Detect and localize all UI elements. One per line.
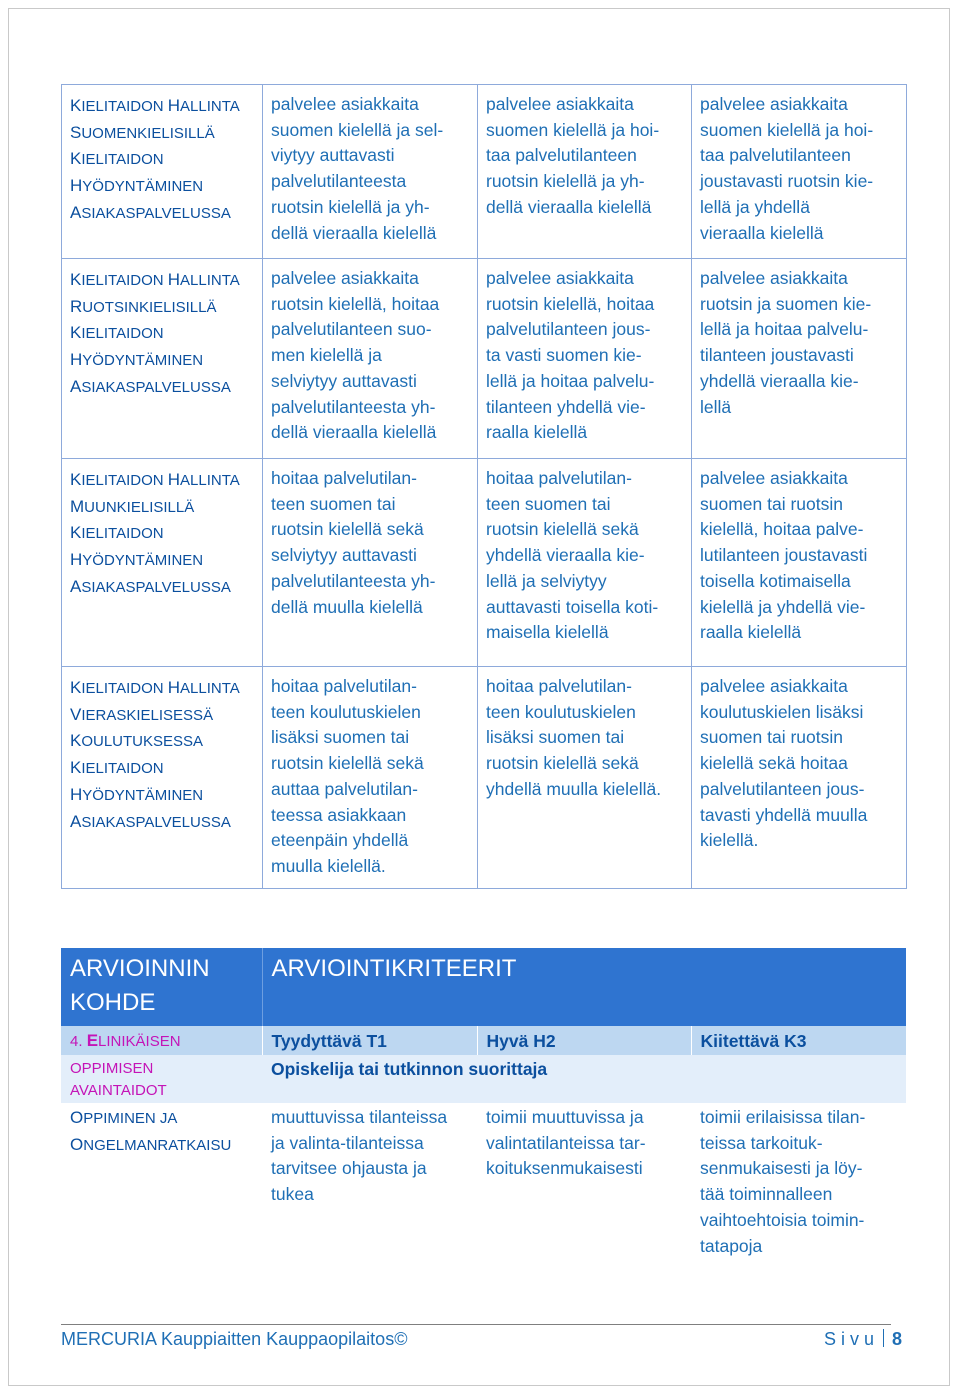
subheader-row xyxy=(61,1055,906,1103)
assessment-target-header xyxy=(61,948,262,1026)
text-line: ruotsin kielellä sekä xyxy=(486,753,639,774)
criteria-k3 xyxy=(692,667,907,889)
level-k3: Kiitettävä K3 xyxy=(691,1026,906,1055)
row-target xyxy=(62,85,263,259)
text-line: raalla kielellä xyxy=(486,422,588,443)
criteria-h2 xyxy=(478,259,692,459)
text-line: suomen kielellä ja hoi- xyxy=(700,119,874,140)
text-line: yhdellä vieraalla kie- xyxy=(700,370,859,391)
text-line: auttaa palvelutilan- xyxy=(271,778,418,799)
criteria-k3 xyxy=(691,1103,906,1269)
text-line: muulla kielellä. xyxy=(271,855,386,876)
table-row xyxy=(62,259,907,459)
text-line: ja valinta-tilanteissa xyxy=(271,1132,424,1153)
text-line: senmukaisesti ja löy- xyxy=(700,1158,863,1179)
footer-page xyxy=(824,1327,902,1351)
text-line: selviytyy auttavasti xyxy=(271,370,417,391)
assessment-table-language xyxy=(61,84,907,889)
head-line: KIELITAIDON xyxy=(70,149,164,169)
text-line: palvelee asiakkaita xyxy=(271,268,419,288)
text-line: suomen kielellä ja sel- xyxy=(271,119,444,140)
assessment-table-criteria xyxy=(61,948,906,1269)
text-line: palvelutilanteesta yh- xyxy=(271,570,436,591)
text-line: teen suomen tai xyxy=(486,493,611,514)
head-line: KIELITAIDON HALLINTA xyxy=(70,270,240,289)
header-line: ARVIOINNIN xyxy=(70,955,210,982)
text-line: teissa tarkoituk- xyxy=(700,1132,823,1153)
criteria-h2 xyxy=(478,85,692,259)
head-line: KOULUTUKSESSA xyxy=(70,731,204,751)
criteria-t1 xyxy=(262,1103,477,1269)
criteria-t1 xyxy=(263,259,478,459)
text-line: teen suomen tai xyxy=(271,493,396,514)
head-line: ASIAKASPALVELUSSA xyxy=(70,376,231,396)
head-line: ASIAKASPALVELUSSA xyxy=(70,576,231,596)
text-line: selviytyy auttavasti xyxy=(271,545,417,566)
text-line: lellä ja hoitaa palvelu- xyxy=(700,319,869,340)
criteria-h2 xyxy=(477,1103,691,1269)
level-row xyxy=(61,1026,906,1055)
text-line: lutilanteen joustavasti xyxy=(700,545,868,566)
text-line: suomen tai ruotsin xyxy=(700,493,843,514)
text-line: ruotsin kielellä sekä xyxy=(486,519,639,540)
text-line: kielellä. xyxy=(700,830,759,851)
head-line: HYÖDYNTÄMINEN xyxy=(70,176,204,196)
text-line: lellä xyxy=(700,396,732,417)
criteria-item-head xyxy=(61,1103,262,1269)
text-line: joustavasti ruotsin kie- xyxy=(700,171,874,192)
text-line: lellä ja hoitaa palvelu- xyxy=(486,370,655,391)
text-line: palvelutilanteesta xyxy=(271,171,407,192)
criteria-k3 xyxy=(692,459,907,667)
criteria-k3 xyxy=(692,259,907,459)
competence-title: 4. ELINIKÄISEN xyxy=(61,1026,262,1055)
head-line: MUUNKIELISILLÄ xyxy=(70,496,195,516)
table-row xyxy=(62,85,907,259)
text-line: lisäksi suomen tai xyxy=(486,727,625,748)
text-line: tatapoja xyxy=(700,1235,763,1256)
head-line: VIERASKIELISESSÄ xyxy=(70,704,214,724)
criteria-h2 xyxy=(478,459,692,667)
text-line: palvelee asiakkaita xyxy=(700,268,848,288)
text-line: viytyy auttavasti xyxy=(271,145,395,166)
text-line: ta vasti suomen kie- xyxy=(486,345,642,366)
text-line: palvelee asiakkaita xyxy=(271,94,419,114)
text-line: taa palvelutilanteen xyxy=(700,145,851,166)
text-line: palvelee asiakkaita xyxy=(486,94,634,114)
text-line: koituksenmukaisesti xyxy=(486,1158,643,1179)
criteria-header-row xyxy=(61,948,906,1026)
text-line: men kielellä ja xyxy=(271,345,382,366)
head-line: RUOTSINKIELISILLÄ xyxy=(70,296,217,316)
text-line: tarvitsee ohjausta ja xyxy=(271,1158,427,1179)
page-separator xyxy=(883,1329,884,1347)
page-label: Sivu xyxy=(823,1329,879,1349)
text-line: lellä ja yhdellä xyxy=(700,196,810,217)
competence-title-cont: OPPIMISEN AVAINTAIDOT xyxy=(61,1055,262,1103)
criteria-t1 xyxy=(263,459,478,667)
text-line: maisella kielellä xyxy=(486,622,609,643)
text-line: lellä ja selviytyy xyxy=(486,570,607,591)
text-line: yhdellä vieraalla kie- xyxy=(486,545,645,566)
row-target xyxy=(62,259,263,459)
text-line: ruotsin ja suomen kie- xyxy=(700,293,872,314)
text-line: palvelutilanteesta yh- xyxy=(271,396,436,417)
level-t1: Tyydyttävä T1 xyxy=(262,1026,477,1055)
text-line: teen koulutuskielen xyxy=(271,701,421,722)
text-line: hoitaa palvelutilan- xyxy=(486,468,632,488)
head-line: KIELITAIDON xyxy=(70,758,164,778)
text-line: teessa asiakkaan xyxy=(271,804,407,825)
text-line: ruotsin kielellä ja yh- xyxy=(486,171,645,192)
text-line: vieraalla kielellä xyxy=(700,222,824,243)
footer-divider xyxy=(61,1324,891,1325)
text-line: taa palvelutilanteen xyxy=(486,145,637,166)
text-line: dellä vieraalla kielellä xyxy=(271,422,437,443)
text-line: toimii muuttuvissa ja xyxy=(486,1107,644,1127)
level-h2: Hyvä H2 xyxy=(477,1026,691,1055)
text-line: toimii erilaisissa tilan- xyxy=(700,1107,866,1127)
text-line: koulutuskielen lisäksi xyxy=(700,701,864,722)
head-line: HYÖDYNTÄMINEN xyxy=(70,784,204,804)
text-line: kielellä sekä hoitaa xyxy=(700,753,848,774)
text-line: ruotsin kielellä, hoitaa xyxy=(271,293,440,314)
text-line: palvelee asiakkaita xyxy=(700,94,848,114)
text-line: palvelee asiakkaita xyxy=(700,468,848,488)
text-line: suomen tai ruotsin xyxy=(700,727,843,748)
footer-copyright: MERCURIA Kauppiaitten Kauppaopilaitos© xyxy=(61,1329,408,1349)
table-row xyxy=(62,667,907,889)
text-line: hoitaa palvelutilan- xyxy=(271,468,417,488)
text-line: dellä muulla kielellä xyxy=(271,596,423,617)
text-line: kielellä, hoitaa palve- xyxy=(700,519,864,540)
text-line: tilanteen yhdellä vie- xyxy=(486,396,646,417)
text-line: palvelee asiakkaita xyxy=(700,676,848,696)
text-line: tilanteen joustavasti xyxy=(700,345,854,366)
text-line: palvelee asiakkaita xyxy=(486,268,634,288)
text-line: tää toiminnalleen xyxy=(700,1184,833,1205)
text-line: raalla kielellä xyxy=(700,622,802,643)
text-line: eteenpäin yhdellä xyxy=(271,830,409,851)
head-line: ASIAKASPALVELUSSA xyxy=(70,202,231,222)
criteria-t1 xyxy=(263,667,478,889)
text-line: suomen kielellä ja hoi- xyxy=(486,119,660,140)
text-line: ruotsin kielellä sekä xyxy=(271,753,424,774)
criteria-h2 xyxy=(478,667,692,889)
head-line: KIELITAIDON xyxy=(70,323,164,343)
text-line: valintatilanteissa tar- xyxy=(486,1132,646,1153)
head-line: HYÖDYNTÄMINEN xyxy=(70,550,204,570)
text-line: palvelutilanteen jous- xyxy=(486,319,651,340)
criteria-k3 xyxy=(692,85,907,259)
criteria-t1 xyxy=(263,85,478,259)
row-target xyxy=(62,667,263,889)
head-line: HYÖDYNTÄMINEN xyxy=(70,350,204,370)
text-line: dellä vieraalla kielellä xyxy=(271,222,437,243)
table-row xyxy=(62,459,907,667)
head-line: KIELITAIDON HALLINTA xyxy=(70,96,240,115)
text-line: ruotsin kielellä, hoitaa xyxy=(486,293,655,314)
text-line: toisella kotimaisella xyxy=(700,570,851,591)
text-line: kielellä ja yhdellä vie- xyxy=(700,596,866,617)
text-line: lisäksi suomen tai xyxy=(271,727,410,748)
head-line: ONGELMANRATKAISU xyxy=(70,1134,232,1154)
text-line: teen koulutuskielen xyxy=(486,701,636,722)
text-line: hoitaa palvelutilan- xyxy=(486,676,632,696)
text-line: tavasti yhdellä muulla xyxy=(700,804,868,825)
text-line: ruotsin kielellä sekä xyxy=(271,519,424,540)
text-line: dellä vieraalla kielellä xyxy=(486,196,652,217)
head-line: KIELITAIDON HALLINTA xyxy=(70,470,240,489)
page-number: 8 xyxy=(891,1329,902,1349)
text-line: tukea xyxy=(271,1184,314,1205)
criteria-header: ARVIOINTIKRITEERIT xyxy=(262,948,906,1026)
head-line: KIELITAIDON HALLINTA xyxy=(70,678,240,697)
subheader: Opiskelija tai tutkinnon suorittaja xyxy=(262,1055,906,1103)
text-line: ruotsin kielellä ja yh- xyxy=(271,196,430,217)
text-line: hoitaa palvelutilan- xyxy=(271,676,417,696)
text-line: yhdellä muulla kielellä. xyxy=(486,778,662,799)
head-line: OPPIMINEN JA xyxy=(70,1108,178,1127)
text-line: palvelutilanteen suo- xyxy=(271,319,432,340)
text-line: palvelutilanteen jous- xyxy=(700,778,865,799)
criteria-row xyxy=(61,1103,906,1269)
head-line: SUOMENKIELISILLÄ xyxy=(70,122,215,142)
head-line: ASIAKASPALVELUSSA xyxy=(70,811,231,831)
text-line: muuttuvissa tilanteissa xyxy=(271,1107,448,1127)
row-target xyxy=(62,459,263,667)
header-line: KOHDE xyxy=(70,989,156,1016)
head-line: KIELITAIDON xyxy=(70,523,164,543)
text-line: vaihtoehtoisia toimin- xyxy=(700,1209,865,1230)
text-line: auttavasti toisella koti- xyxy=(486,596,659,617)
